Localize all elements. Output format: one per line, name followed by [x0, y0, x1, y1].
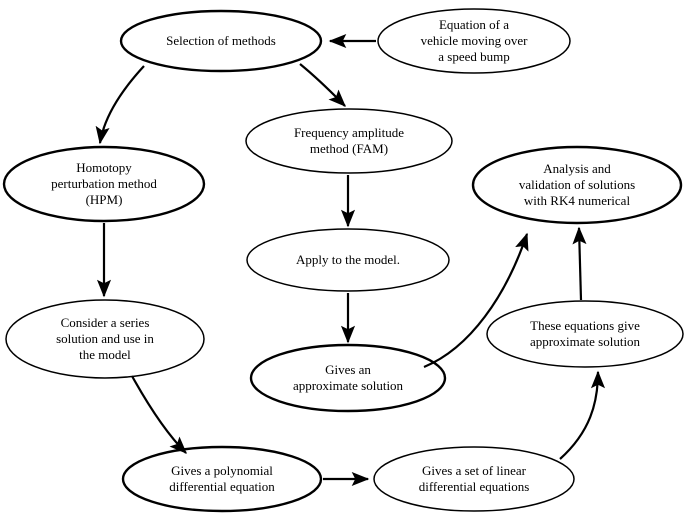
node-fam: [246, 109, 452, 173]
node-apply: [247, 229, 449, 291]
edge-series-to-polynomial: [132, 376, 186, 453]
label-linear: Gives a set of linear differential equations: [418, 462, 530, 494]
label-analysis: Analysis and validation of solutions with RK4 numerical: [518, 160, 636, 209]
node-selection: [121, 11, 321, 71]
edge-selection-to-fam: [300, 64, 345, 106]
label-these-equations: These equations give approximate solution: [529, 317, 641, 349]
label-fam: Frequency amplitude method (FAM): [293, 124, 405, 156]
node-hpm: [4, 147, 204, 221]
label-polynomial: Gives a polynomial differential equation: [169, 462, 275, 494]
label-selection: Selection of methods: [166, 32, 276, 48]
edge-linear-to-these-equations: [560, 372, 598, 459]
label-apply: Apply to the model.: [296, 251, 400, 267]
node-equation: [378, 9, 570, 73]
label-gives-approximate: Gives an approximate solution: [292, 361, 404, 393]
node-analysis: [473, 147, 681, 223]
node-linear: [374, 447, 574, 511]
edge-these-equations-to-analysis: [579, 228, 581, 300]
node-series: [6, 300, 204, 378]
label-equation: Equation of a vehicle moving over a speed bump: [420, 16, 528, 65]
label-hpm: Homotopy perturbation method (HPM): [51, 159, 157, 208]
node-polynomial: [123, 447, 321, 511]
node-these-equations: [487, 301, 683, 367]
edge-selection-to-hpm: [100, 66, 144, 143]
node-gives-approximate: [251, 345, 445, 411]
label-series: Consider a series solution and use in the model: [56, 314, 154, 363]
